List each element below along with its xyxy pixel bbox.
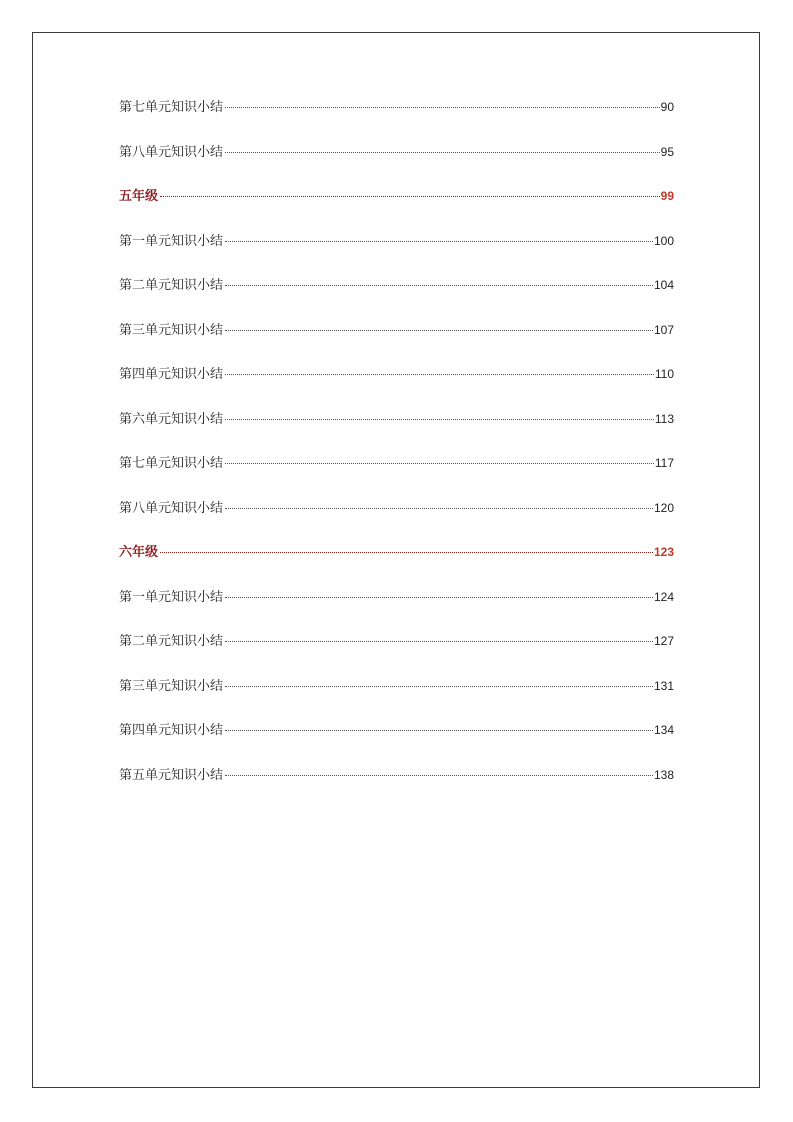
dot-leader <box>225 775 653 776</box>
toc-entry-title: 第五单元知识小结 <box>119 767 224 783</box>
dot-leader <box>225 241 653 242</box>
toc-entry-page-number: 138 <box>653 767 674 782</box>
toc-entry-title: 第六单元知识小结 <box>119 411 224 427</box>
dot-leader <box>160 196 660 197</box>
toc-entry-page-number: 134 <box>653 723 674 737</box>
toc-grade-heading[interactable] <box>119 541 674 586</box>
toc-entry-title: 第八单元知识小结 <box>119 500 224 516</box>
toc-entry-title: 六年级 <box>119 545 159 560</box>
toc-entry-title: 第七单元知识小结 <box>119 100 224 115</box>
dot-leader <box>225 463 654 464</box>
toc-entry-title: 第一单元知识小结 <box>119 233 224 249</box>
dot-leader <box>225 686 653 687</box>
toc-entry-page-number: 127 <box>653 634 674 648</box>
toc-entry-page-number: 131 <box>653 678 674 693</box>
dot-leader <box>225 508 653 509</box>
toc-entry-page-number: 90 <box>660 100 674 114</box>
toc-entry-page-number: 124 <box>653 589 674 604</box>
toc-entry[interactable] <box>119 96 674 141</box>
toc-entry-title: 五年级 <box>119 189 159 204</box>
dot-leader <box>225 374 654 375</box>
toc-entry-title: 第三单元知识小结 <box>119 678 224 694</box>
toc-grade-heading[interactable] <box>119 185 674 230</box>
table-of-contents <box>119 96 674 808</box>
dot-leader <box>225 730 653 731</box>
toc-entry-page-number: 110 <box>654 367 674 381</box>
toc-entry-title: 第八单元知识小结 <box>119 144 224 160</box>
toc-entry-page-number: 117 <box>654 456 674 470</box>
toc-entry[interactable] <box>119 319 674 364</box>
toc-entry-page-number: 104 <box>653 278 674 292</box>
toc-entry-page-number: 95 <box>660 144 674 159</box>
dot-leader <box>225 152 660 153</box>
toc-entry-title: 第二单元知识小结 <box>119 278 224 293</box>
dot-leader <box>160 552 653 553</box>
toc-entry-title: 第一单元知识小结 <box>119 589 224 605</box>
toc-entry-page-number: 99 <box>660 189 674 203</box>
toc-entry-title: 第四单元知识小结 <box>119 723 224 738</box>
toc-entry-page-number: 113 <box>654 411 674 426</box>
toc-entry[interactable] <box>119 630 674 675</box>
toc-entry[interactable] <box>119 141 674 186</box>
toc-entry[interactable] <box>119 675 674 720</box>
toc-entry-page-number: 120 <box>653 500 674 515</box>
toc-entry[interactable] <box>119 452 674 497</box>
toc-entry[interactable] <box>119 363 674 408</box>
toc-entry-title: 第三单元知识小结 <box>119 322 224 338</box>
toc-entry[interactable] <box>119 230 674 275</box>
toc-entry-title: 第七单元知识小结 <box>119 456 224 471</box>
toc-entry[interactable] <box>119 764 674 809</box>
toc-entry[interactable] <box>119 586 674 631</box>
dot-leader <box>225 330 653 331</box>
dot-leader <box>225 641 653 642</box>
toc-entry-title: 第二单元知识小结 <box>119 634 224 649</box>
toc-entry-page-number: 123 <box>653 545 674 559</box>
toc-entry[interactable] <box>119 274 674 319</box>
toc-entry[interactable] <box>119 719 674 764</box>
dot-leader <box>225 597 653 598</box>
toc-entry-page-number: 100 <box>653 233 674 248</box>
dot-leader <box>225 285 653 286</box>
dot-leader <box>225 107 660 108</box>
toc-entry-title: 第四单元知识小结 <box>119 367 224 382</box>
dot-leader <box>225 419 654 420</box>
toc-entry-page-number: 107 <box>653 322 674 337</box>
toc-entry[interactable] <box>119 408 674 453</box>
toc-entry[interactable] <box>119 497 674 542</box>
